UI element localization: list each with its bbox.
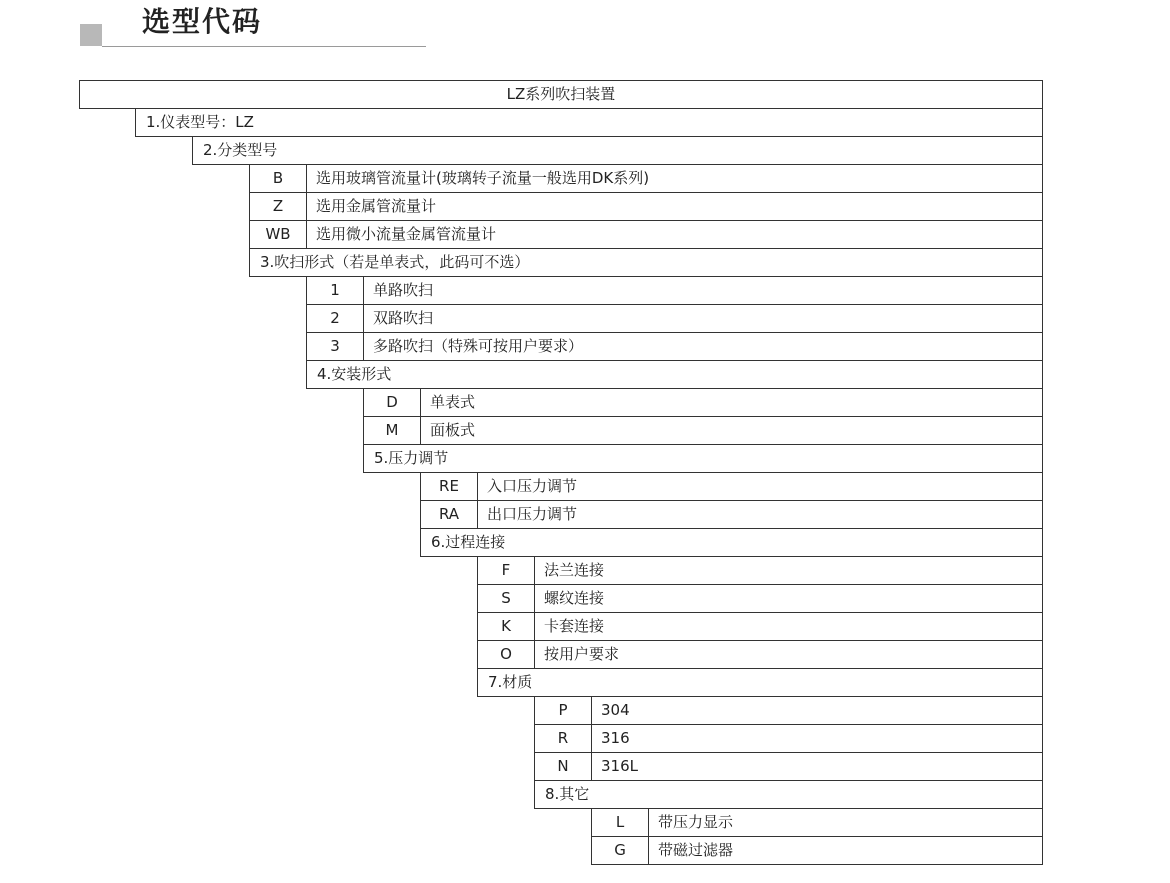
option-row [249,192,1043,221]
page-title: 选型代码 [142,5,263,38]
option-row [249,164,1043,193]
option-row [534,724,1043,753]
option-row [477,584,1043,613]
option-description: 按用户要求 [544,645,620,663]
option-code: Z [250,193,307,220]
option-code: RE [421,473,478,500]
option-code: D [364,389,421,416]
option-code: M [364,417,421,444]
option-row [420,500,1043,529]
option-description: 法兰连接 [544,561,605,579]
option-description: 带压力显示 [658,813,734,831]
option-description: 带磁过滤器 [658,841,734,859]
option-row [363,388,1043,417]
option-code: K [478,613,535,640]
option-row [306,276,1043,305]
option-row [591,808,1043,837]
option-row [477,612,1043,641]
section-heading-4: 4.安装形式 [306,360,1043,389]
section-heading-8: 8.其它 [534,780,1043,809]
option-description: 双路吹扫 [373,309,434,327]
option-code: F [478,557,535,584]
option-code: 2 [307,305,364,332]
section-heading-1: 1.仪表型号：LZ [135,108,1043,137]
option-row [363,416,1043,445]
option-description: 多路吹扫（特殊可按用户要求） [373,337,584,355]
section-heading-5: 5.压力调节 [363,444,1043,473]
option-row [534,752,1043,781]
option-description: 选用金属管流量计 [316,197,437,215]
option-description: 出口压力调节 [487,505,578,523]
option-code: S [478,585,535,612]
option-description: 304 [601,701,630,719]
option-row [420,472,1043,501]
option-row [306,332,1043,361]
option-code: 1 [307,277,364,304]
option-code: R [535,725,592,752]
table-title-row [79,80,1043,109]
section-heading-6: 6.过程连接 [420,528,1043,557]
option-row [591,836,1043,865]
option-code: N [535,753,592,780]
option-code: P [535,697,592,724]
option-code: B [250,165,307,192]
option-row [534,696,1043,725]
option-code: RA [421,501,478,528]
option-description: 选用玻璃管流量计(玻璃转子流量一般选用DK系列) [316,169,650,187]
option-code: O [478,641,535,668]
option-code: G [592,837,649,864]
option-code: WB [250,221,307,248]
option-row [477,640,1043,669]
section-heading-3: 3.吹扫形式（若是单表式，此码可不选） [249,248,1043,277]
option-code: 3 [307,333,364,360]
option-description: 单路吹扫 [373,281,434,299]
option-row [477,556,1043,585]
option-code: L [592,809,649,836]
option-description: 面板式 [430,421,476,439]
section-heading-2: 2.分类型号 [192,136,1043,165]
option-row [249,220,1043,249]
option-description: 螺纹连接 [544,589,605,607]
table-title: LZ系列吹扫装置 [506,85,616,103]
option-row [306,304,1043,333]
option-description: 316 [601,729,630,747]
option-description: 入口压力调节 [487,477,578,495]
option-description: 316L [601,757,638,775]
section-heading-7: 7.材质 [477,668,1043,697]
option-description: 选用微小流量金属管流量计 [316,225,497,243]
option-description: 卡套连接 [544,617,605,635]
option-description: 单表式 [430,393,476,411]
